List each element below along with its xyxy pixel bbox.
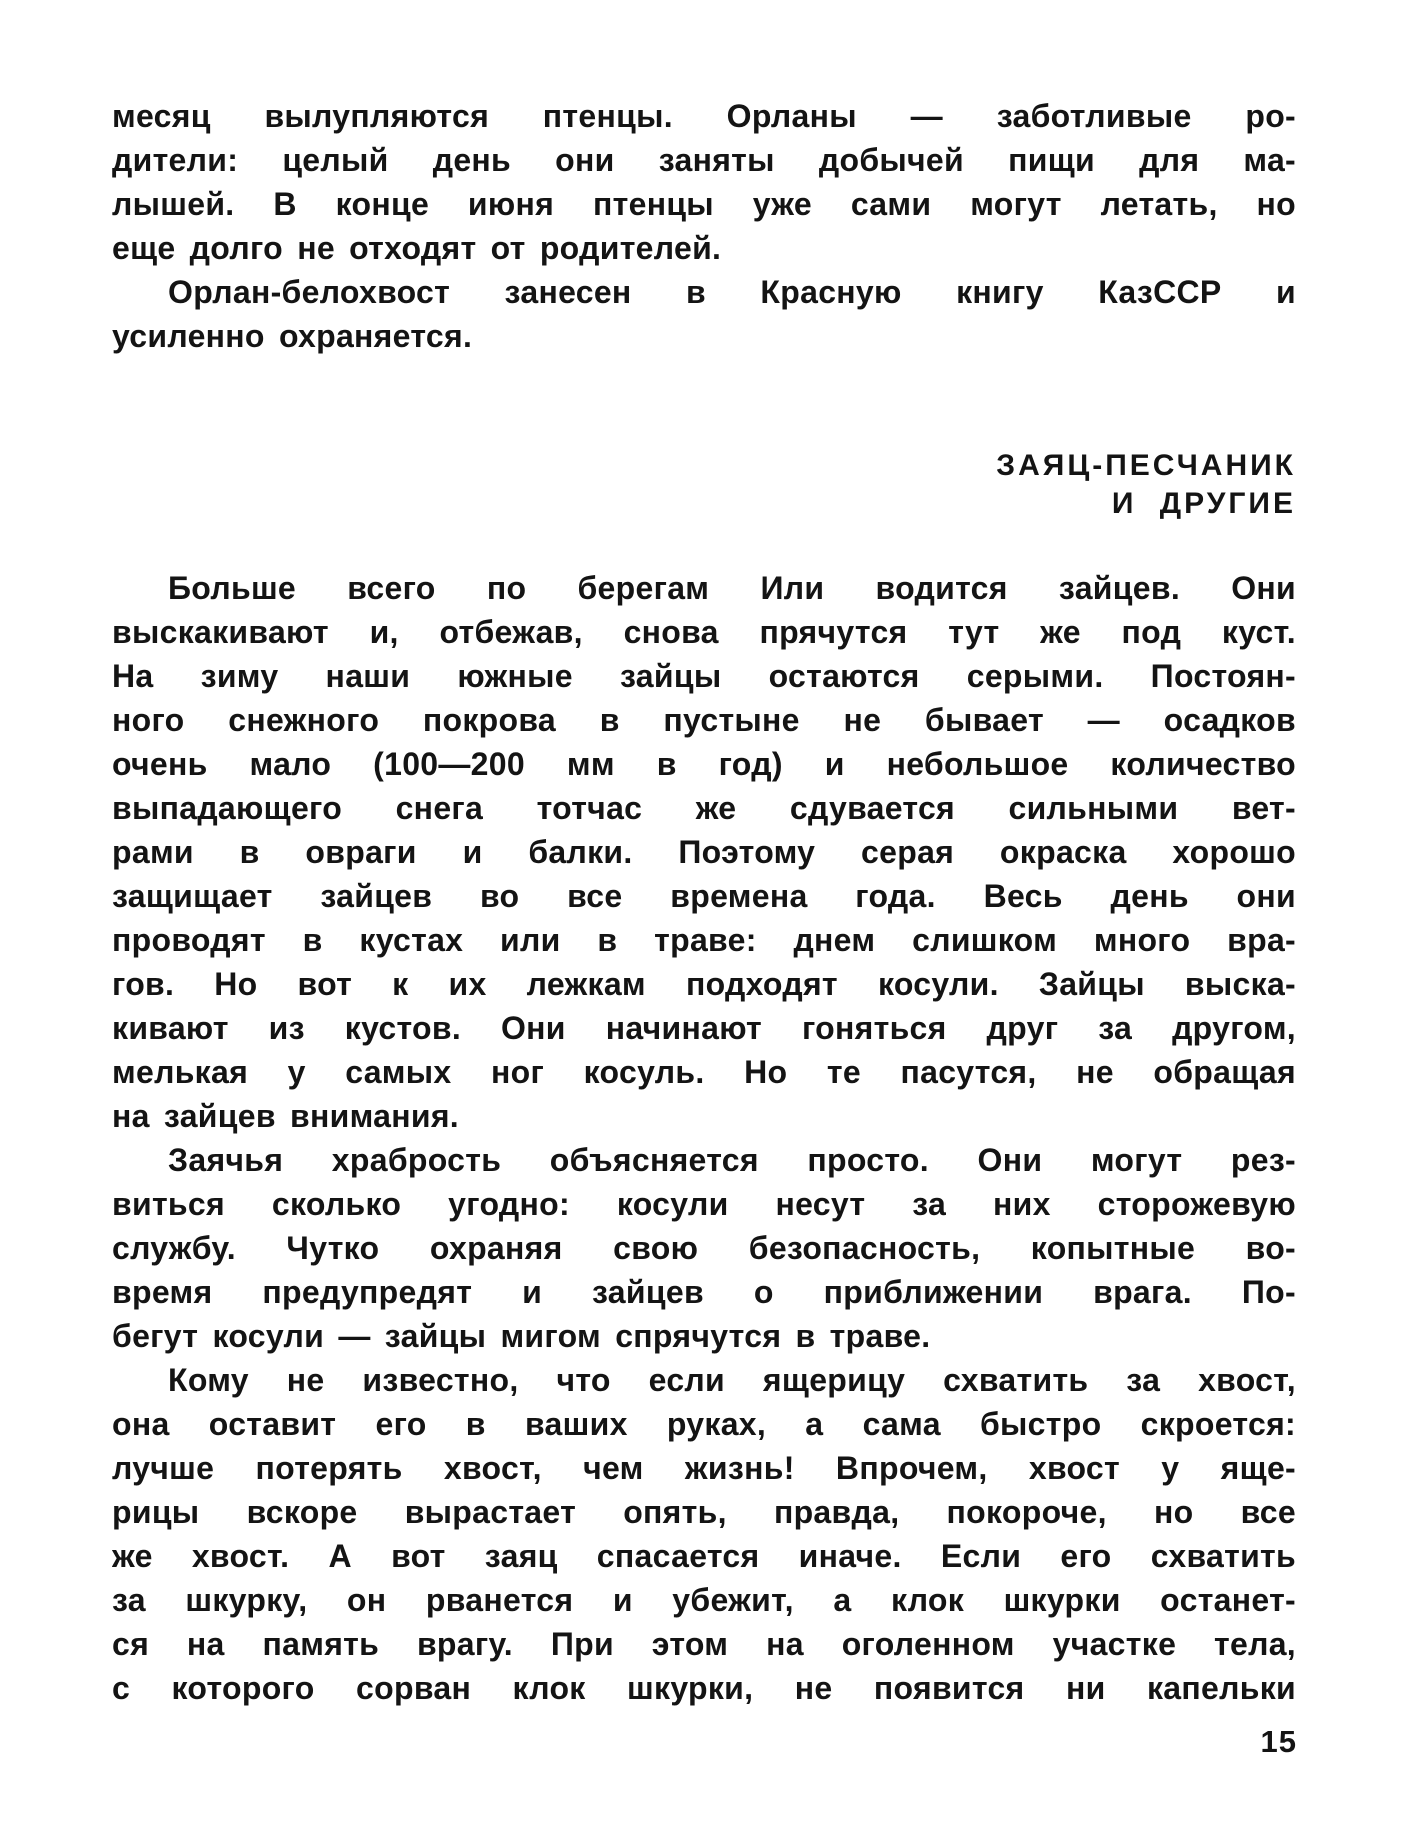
text-line: рами в овраги и балки. Поэтому серая окраска хорошо [112, 834, 1296, 870]
paragraph-lizard-tail [112, 1358, 1296, 1710]
text-line: Кому не известно, что если ящерицу схватить за хвост, [168, 1362, 1296, 1398]
text-line: с которого сорван клок шкурки, не появится ни капельки [112, 1670, 1296, 1706]
text-line: бегут косули — зайцы мигом спрячутся в траве. [112, 1318, 931, 1354]
text-line: месяц вылупляются птенцы. Орланы — заботливые ро- [112, 98, 1296, 134]
section-heading-line-2: И ДРУГИЕ [1111, 487, 1296, 520]
section-heading-line-1: ЗАЯЦ-ПЕСЧАНИК [996, 449, 1296, 482]
text-line: на зайцев внимания. [112, 1098, 459, 1134]
text-line: На зиму наши южные зайцы остаются серыми. Постоян- [112, 658, 1296, 694]
text-column [112, 80, 1296, 1710]
paragraph-eagle-continuation [112, 94, 1296, 270]
text-line: ся на память врагу. При этом на оголенном участке тела, [112, 1626, 1296, 1662]
text-line: мелькая у самых ног косуль. Но те пасутся, не обращая [112, 1054, 1296, 1090]
text-line: ного снежного покрова в пустыне не бывает — осадков [112, 702, 1296, 738]
text-line: гов. Но вот к их лежкам подходят косули. Зайцы выска- [112, 966, 1296, 1002]
text-line: Орлан-белохвост занесен в Красную книгу КазССР и [168, 274, 1296, 310]
text-line: очень мало (100—200 мм в год) и небольшое количество [112, 746, 1296, 782]
text-line: рицы вскоре вырастает опять, правда, покороче, но все [112, 1494, 1296, 1530]
text-line: выпадающего снега тотчас же сдувается сильными вет- [112, 790, 1296, 826]
text-line: службу. Чутко охраняя свою безопасность, копытные во- [112, 1230, 1296, 1266]
text-line: дители: целый день они заняты добычей пищи для ма- [112, 142, 1296, 178]
text-line: Больше всего по берегам Или водится зайцев. Они [168, 570, 1296, 606]
text-line: защищает зайцев во все времена года. Весь день они [112, 878, 1296, 914]
text-line: Заячья храбрость объясняется просто. Они могут рез- [168, 1142, 1296, 1178]
text-line: виться сколько угодно: косули несут за них сторожевую [112, 1186, 1296, 1222]
text-line: за шкурку, он рванется и убежит, а клок шкурки останет- [112, 1582, 1296, 1618]
text-line: проводят в кустах или в траве: днем слишком много вра- [112, 922, 1296, 958]
text-line: лышей. В конце июня птенцы уже сами могут летать, но [112, 186, 1296, 222]
text-line: время предупредят и зайцев о приближении врага. По- [112, 1274, 1296, 1310]
paragraph-hare-bravery [112, 1138, 1296, 1358]
text-line: она оставит его в ваших руках, а сама быстро скроется: [112, 1406, 1296, 1442]
text-line: кивают из кустов. Они начинают гоняться друг за другом, [112, 1010, 1296, 1046]
text-line: усиленно охраняется. [112, 318, 473, 354]
text-line: выскакивают и, отбежав, снова прячутся тут же под куст. [112, 614, 1296, 650]
text-line: лучше потерять хвост, чем жизнь! Впрочем, хвост у яще- [112, 1450, 1296, 1486]
section-heading [112, 447, 1296, 523]
text-line: же хвост. А вот заяц спасается иначе. Если его схватить [112, 1538, 1296, 1574]
text-line: еще долго не отходят от родителей. [112, 230, 722, 266]
page-number: 15 [1260, 1724, 1297, 1759]
paragraph-eagle-redbook [112, 270, 1296, 358]
paragraph-hares-habits [112, 566, 1296, 1138]
